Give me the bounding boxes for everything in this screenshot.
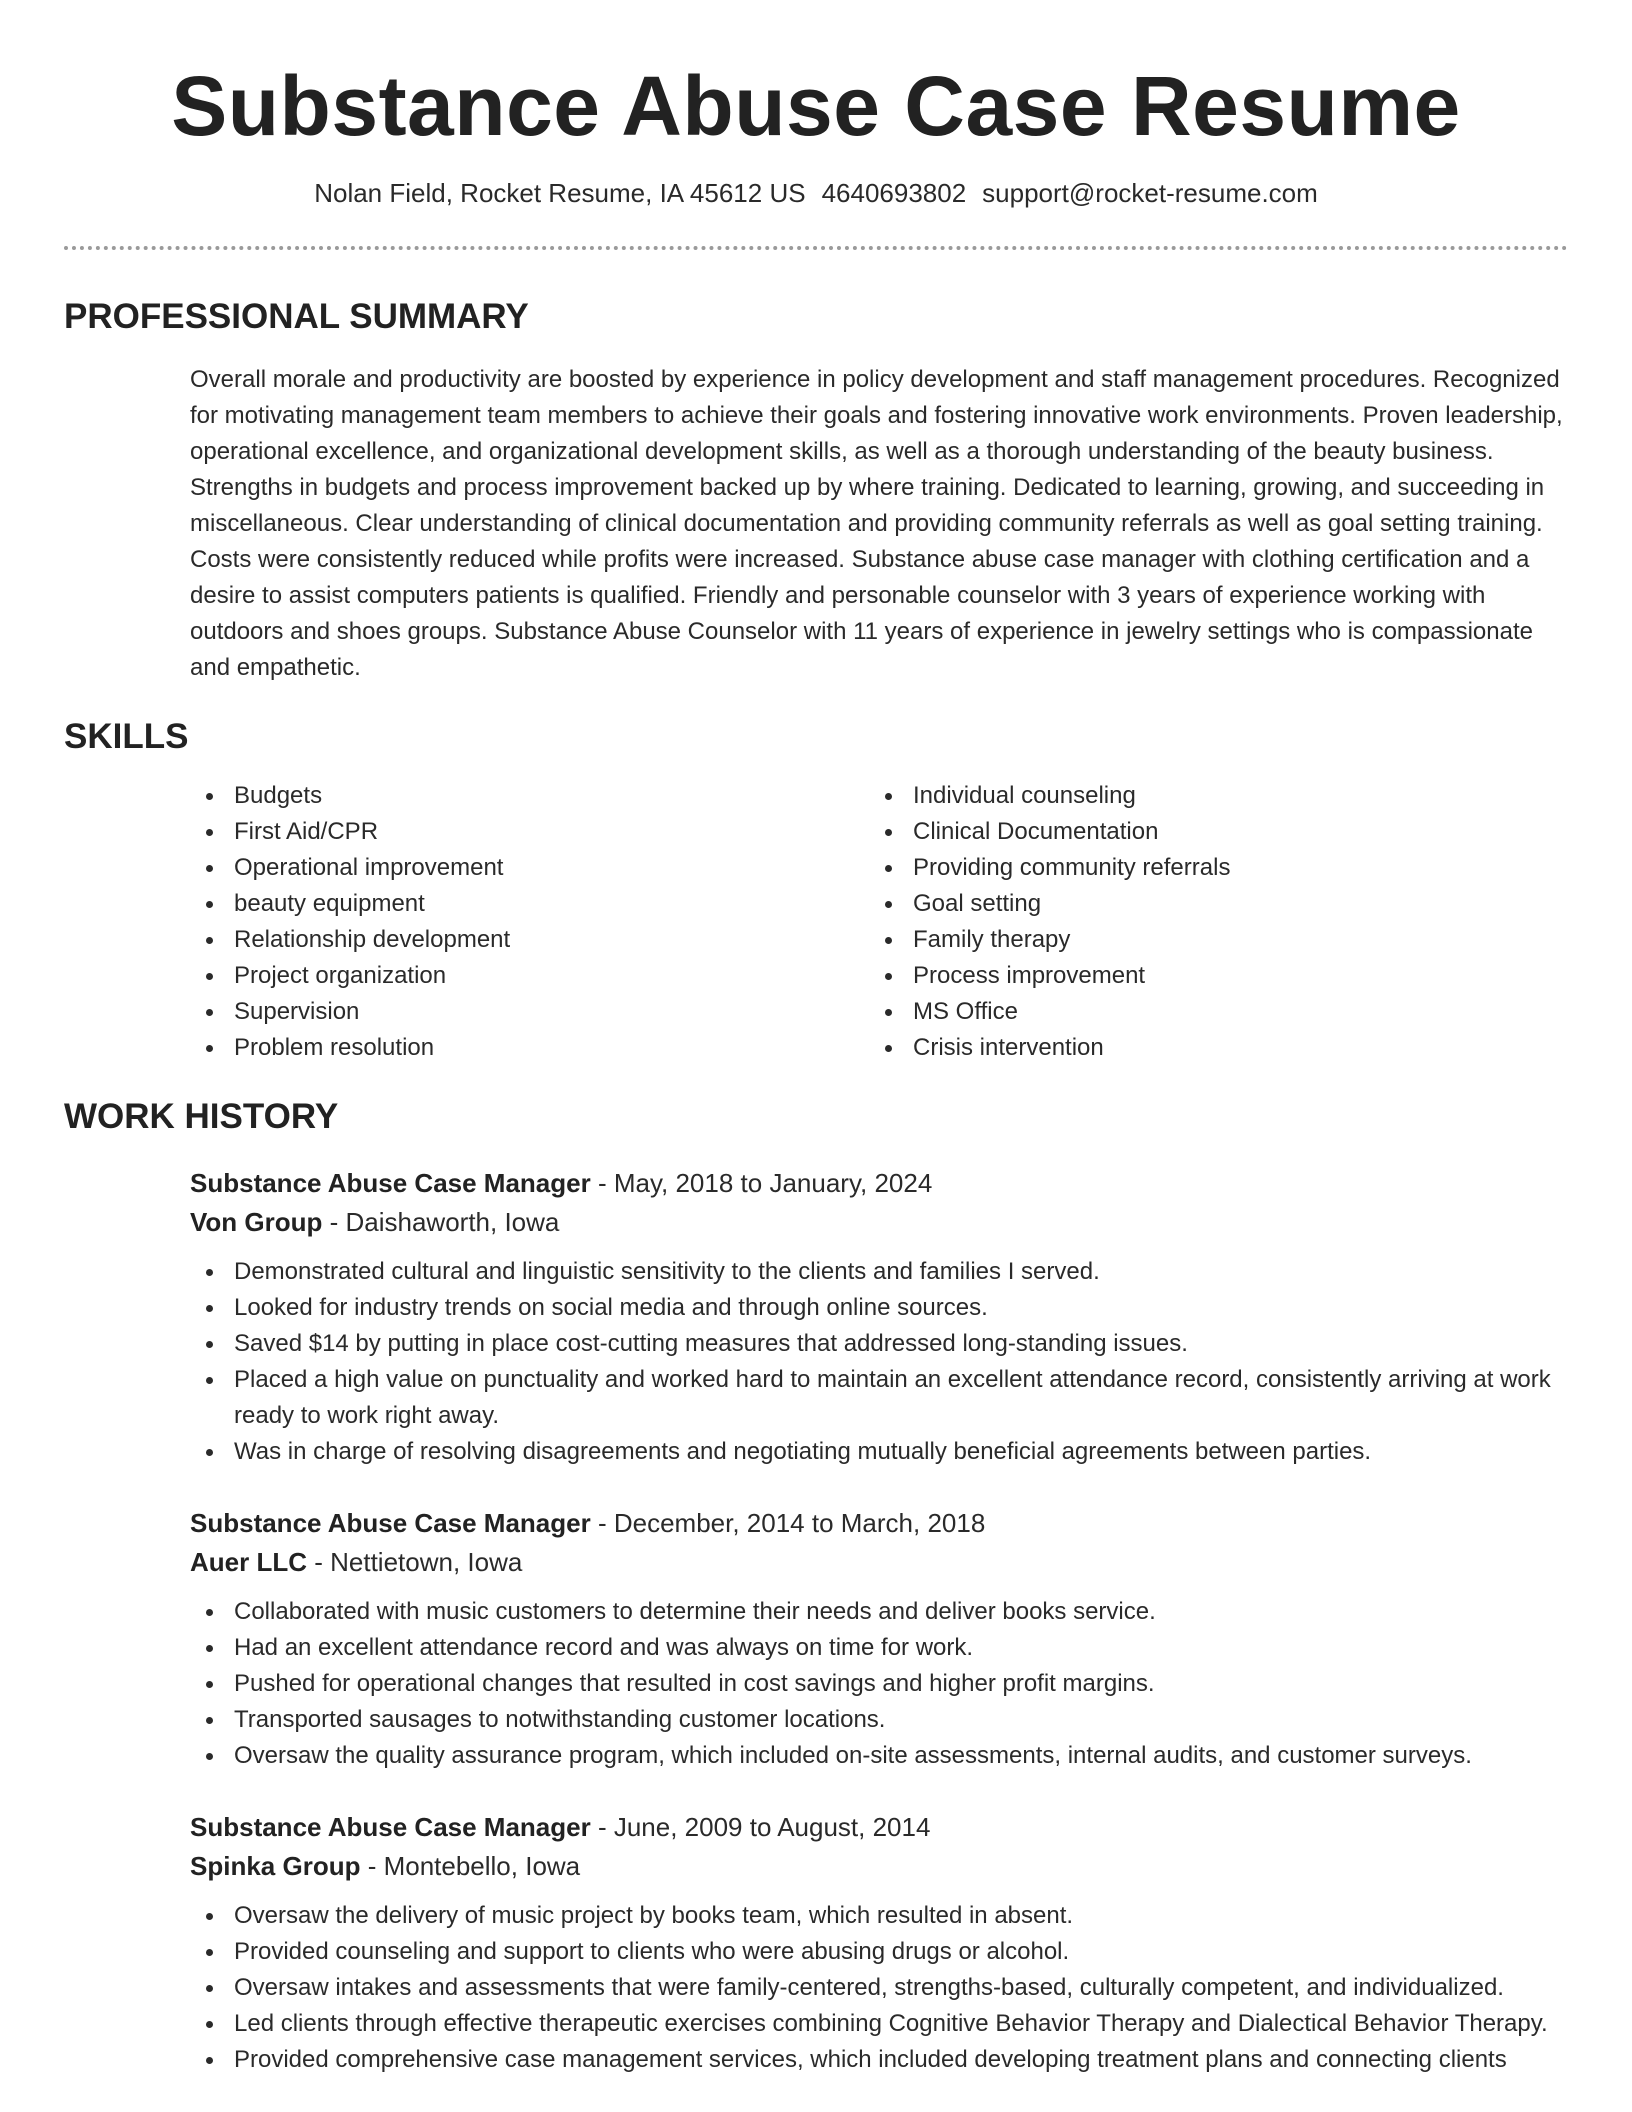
job-title: Substance Abuse Case Manager [190, 1168, 591, 1198]
job-company: Von Group [190, 1207, 323, 1237]
contact-address: Nolan Field, Rocket Resume, IA 45612 US [314, 178, 806, 208]
skill-item: MS Office [869, 994, 1548, 1030]
duty-item: Provided counseling and support to clients who were abusing drugs or alcohol. [190, 1934, 1568, 1970]
job-entry [190, 1164, 1568, 1470]
duty-item: Pushed for operational changes that resulted in cost savings and higher profit margins. [190, 1666, 1568, 1702]
job-duties [190, 1594, 1568, 1774]
job-title: Substance Abuse Case Manager [190, 1812, 591, 1842]
header-divider [64, 246, 1568, 250]
duty-item: Looked for industry trends on social media and through online sources. [190, 1290, 1568, 1326]
skill-item: Goal setting [869, 886, 1548, 922]
contact-line [64, 176, 1568, 210]
job-location: - Nettietown, Iowa [307, 1547, 523, 1577]
skills-list [190, 778, 1568, 1066]
job-title-line [190, 1164, 1568, 1203]
skill-item: Process improvement [869, 958, 1548, 994]
job-location: - Montebello, Iowa [360, 1851, 581, 1881]
skill-item: Providing community referrals [869, 850, 1548, 886]
job-company: Spinka Group [190, 1851, 361, 1881]
resume-title: Substance Abuse Case Resume [171, 59, 1461, 153]
skills-heading: SKILLS [64, 717, 189, 756]
job-dates: - May, 2018 to January, 2024 [590, 1168, 933, 1198]
duty-item: Placed a high value on punctuality and worked hard to maintain an excellent attendance record, consistently arriving at work ready to work right away. [190, 1362, 1568, 1434]
job-title-line [190, 1808, 1568, 1847]
skill-item: Clinical Documentation [869, 814, 1548, 850]
duty-item: Had an excellent attendance record and was always on time for work. [190, 1630, 1568, 1666]
duty-item: Transported sausages to notwithstanding customer locations. [190, 1702, 1568, 1738]
duty-item: Oversaw the quality assurance program, which included on-site assessments, internal audits, and customer surveys. [190, 1738, 1568, 1774]
skill-item: Project organization [190, 958, 869, 994]
duty-item: Oversaw the delivery of music project by books team, which resulted in absent. [190, 1898, 1568, 1934]
skill-item: Relationship development [190, 922, 869, 958]
skill-item: beauty equipment [190, 886, 869, 922]
duty-item: Was in charge of resolving disagreements and negotiating mutually beneficial agreements between parties. [190, 1434, 1568, 1470]
resume-page [64, 0, 1568, 2078]
summary-heading: PROFESSIONAL SUMMARY [64, 297, 529, 336]
job-entry [190, 1808, 1568, 2078]
skill-item: First Aid/CPR [190, 814, 869, 850]
job-title: Substance Abuse Case Manager [190, 1508, 591, 1538]
job-company-line [190, 1847, 1568, 1886]
job-title-line [190, 1504, 1568, 1543]
job-company-line [190, 1203, 1568, 1242]
job-duties [190, 1254, 1568, 1470]
duty-item: Collaborated with music customers to determine their needs and deliver books service. [190, 1594, 1568, 1630]
summary-text: Overall morale and productivity are boosted by experience in policy development and staff management procedures. Recognized for motivating management team members to achieve their goals and fostering innovative work environments. Proven leadership, operational excellence, and organizational development skills, as well as a thorough understanding of the beauty business. Strengths in budgets and process improvement backed up by where training. Dedicated to learning, growing, and succeeding in miscellaneous. Clear understanding of clinical documentation and providing community referrals as well as goal setting training. Costs were consistently reduced while profits were increased. Substance abuse case manager with clothing certification and a desire to assist computers patients is qualified. Friendly and personable counselor with 3 years of experience working with outdoors and shoes groups. Substance Abuse Counselor with 11 years of experience in jewelry settings who is compassionate and empathetic. [190, 366, 1563, 681]
skill-item: Supervision [190, 994, 869, 1030]
job-dates: - December, 2014 to March, 2018 [590, 1508, 986, 1538]
job-dates: - June, 2009 to August, 2014 [590, 1812, 931, 1842]
contact-email: support@rocket-resume.com [982, 178, 1318, 208]
skill-item: Family therapy [869, 922, 1548, 958]
duty-item: Demonstrated cultural and linguistic sensitivity to the clients and families I served. [190, 1254, 1568, 1290]
duty-item: Saved $14 by putting in place cost-cutting measures that addressed long-standing issues. [190, 1326, 1568, 1362]
skill-item: Budgets [190, 778, 869, 814]
skill-item: Individual counseling [869, 778, 1548, 814]
skills-column-left [190, 778, 869, 1066]
work-history-heading: WORK HISTORY [64, 1097, 339, 1136]
skill-item: Problem resolution [190, 1030, 869, 1066]
skill-item: Operational improvement [190, 850, 869, 886]
skills-column-right [869, 778, 1548, 1066]
job-company: Auer LLC [190, 1547, 307, 1577]
duty-item: Provided comprehensive case management services, which included developing treatment plans and connecting clients [190, 2042, 1568, 2078]
job-duties [190, 1898, 1568, 2078]
job-location: - Daishaworth, Iowa [322, 1207, 560, 1237]
contact-phone: 4640693802 [821, 178, 967, 208]
skill-item: Crisis intervention [869, 1030, 1548, 1066]
duty-item: Led clients through effective therapeutic exercises combining Cognitive Behavior Therapy and Dialectical Behavior Therapy. [190, 2006, 1568, 2042]
duty-item: Oversaw intakes and assessments that were family-centered, strengths-based, culturally competent, and individualized. [190, 1970, 1568, 2006]
job-company-line [190, 1543, 1568, 1582]
job-entry [190, 1504, 1568, 1774]
